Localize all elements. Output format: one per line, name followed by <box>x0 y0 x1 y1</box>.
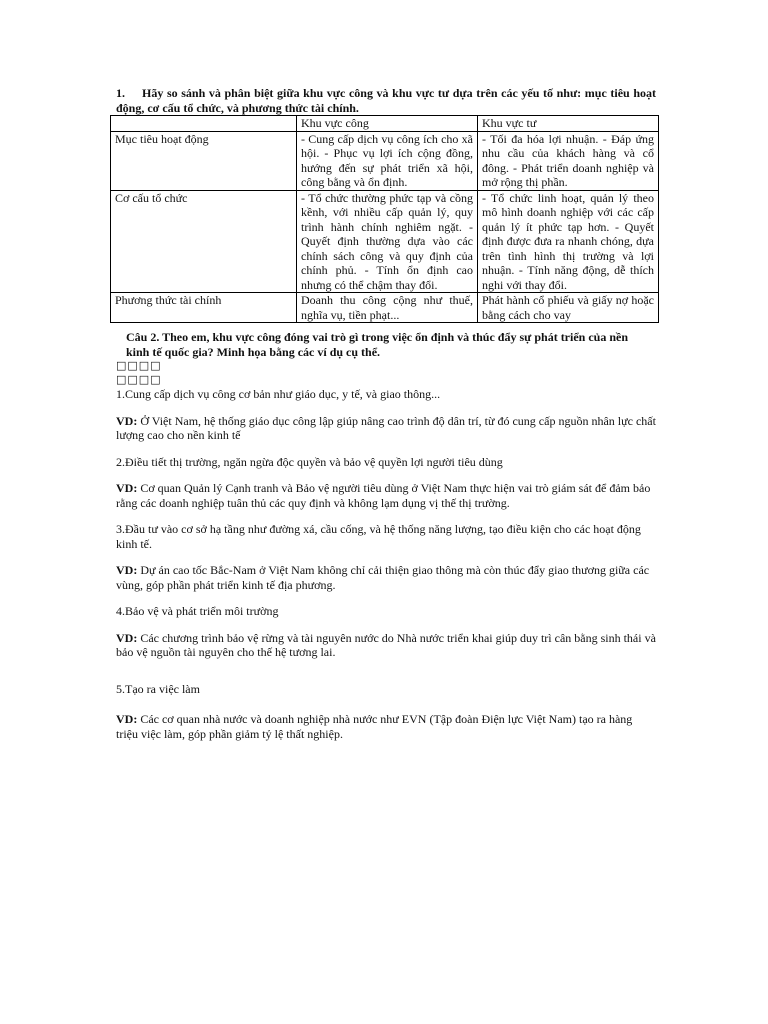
point-heading: 1.Cung cấp dịch vụ công cơ bản như giáo dục, y tế, và giao thông... <box>116 387 441 401</box>
question-1-number: 1. <box>116 86 125 100</box>
table-header-row <box>111 116 659 132</box>
answer-body <box>116 387 656 741</box>
point-heading: 2.Điều tiết thị trường, ngăn ngừa độc quyền và bảo vệ quyền lợi người tiêu dùng <box>116 454 503 469</box>
question-2: Câu 2. Theo em, khu vực công đóng vai trò gì trong việc ổn định và thúc đẩy sự phát triển của nền kinh tế quốc gia? Minh họa bằng các ví dụ cụ thể. <box>126 330 629 359</box>
public-cell: Doanh thu công cộng như thuế, nghĩa vụ, tiền phạt... <box>297 293 478 323</box>
example-paragraph <box>116 481 656 510</box>
example-paragraph <box>116 631 656 660</box>
example-label: VD: <box>116 413 138 428</box>
public-cell: - Cung cấp dịch vụ công ích cho xã hội. - Phục vụ lợi ích cộng đồng, hướng đến sự phát triển xã hội, công bằng và ổn định. <box>297 131 478 190</box>
point-heading: 5.Tạo ra việc làm <box>116 681 200 696</box>
point-heading: 3.Đầu tư vào cơ sở hạ tầng như đường xá, cầu cống, và hệ thống năng lượng, tạo điều kiện cho các hoạt động kinh tế. <box>116 522 641 551</box>
example-label: VD: <box>116 563 138 577</box>
example-label: VD: <box>116 630 138 645</box>
table-header-private: Khu vực tư <box>478 116 659 132</box>
placeholder-glyphs <box>116 359 162 387</box>
example-text: Các chương trình bảo vệ rừng và tài nguyên nước do Nhà nước triển khai giúp duy trì cân bằng sinh thái và bảo vệ nguồn tài nguyên cho thế hệ tương lai. <box>116 630 656 659</box>
table-header-cell-empty <box>111 116 297 132</box>
table-row <box>111 293 659 323</box>
point-heading: 4.Bảo vệ và phát triển môi trường <box>116 604 279 618</box>
placeholder-glyph-line: □□□□ <box>116 359 162 372</box>
example-paragraph <box>116 414 656 443</box>
example-text: Dự án cao tốc Bắc-Nam ở Việt Nam không chỉ cải thiện giao thông mà còn thúc đẩy giao thương giữa các vùng, góp phần phát triển kinh tế địa phương. <box>116 563 650 592</box>
row-label: Mục tiêu hoạt động <box>111 131 297 190</box>
table-header-public: Khu vực công <box>297 116 478 132</box>
comparison-table <box>110 115 659 323</box>
example-paragraph <box>116 563 656 592</box>
private-cell: - Tổ chức linh hoạt, quản lý theo mô hình doanh nghiệp với các cấp quản lý ít phức tạp hơn. - Quyết định được đưa ra nhanh chóng, dựa trên tình hình thị trường và lợi nhuận. - Tính năng động, dễ thích nghi với thay đổi. <box>478 190 659 293</box>
example-paragraph <box>116 712 656 741</box>
placeholder-glyph-line: □□□□ <box>116 373 162 386</box>
private-cell: Phát hành cổ phiếu và giấy nợ hoặc bằng cách cho vay <box>478 293 659 323</box>
row-label: Phương thức tài chính <box>111 293 297 323</box>
table-row <box>111 131 659 190</box>
private-cell: - Tối đa hóa lợi nhuận. - Đáp ứng nhu cầu của khách hàng và cổ đông. - Phát triển doanh nghiệp và mở rộng thị phần. <box>478 131 659 190</box>
public-cell: - Tổ chức thường phức tạp và cồng kềnh, với nhiều cấp quản lý, quy trình hành chính nghiêm ngặt. - Quyết định thường dựa vào các chính sách công và quy định của chính phủ. - Tính ổn định cao nhưng có thể chậm thay đổi. <box>297 190 478 293</box>
table-row <box>111 190 659 293</box>
example-label: VD: <box>116 712 138 726</box>
example-label: VD: <box>116 481 138 495</box>
example-text: Cơ quan Quản lý Cạnh tranh và Bảo vệ người tiêu dùng ở Việt Nam thực hiện vai trò giám sát để đảm bảo rằng các doanh nghiệp tuân thủ các quy định và không lạm dụng vị thế thị trường. <box>116 481 651 510</box>
row-label: Cơ cấu tổ chức <box>111 190 297 293</box>
example-text: Ở Việt Nam, hệ thống giáo dục công lập giúp nâng cao trình độ dân trí, từ đó cung cấp nguồn nhân lực chất lượng cao cho nền kinh tế <box>116 413 656 442</box>
example-text: Các cơ quan nhà nước và doanh nghiệp nhà nước như EVN (Tập đoàn Điện lực Việt Nam) tạo ra hàng triệu việc làm, góp phần giảm tỷ lệ thất nghiệp. <box>116 712 633 741</box>
question-1-text: Hãy so sánh và phân biệt giữa khu vực công và khu vực tư dựa trên các yếu tố như: mục tiêu hoạt động, cơ cấu tổ chức, và phương thức tài chính. <box>116 86 656 115</box>
question-1 <box>116 86 656 115</box>
